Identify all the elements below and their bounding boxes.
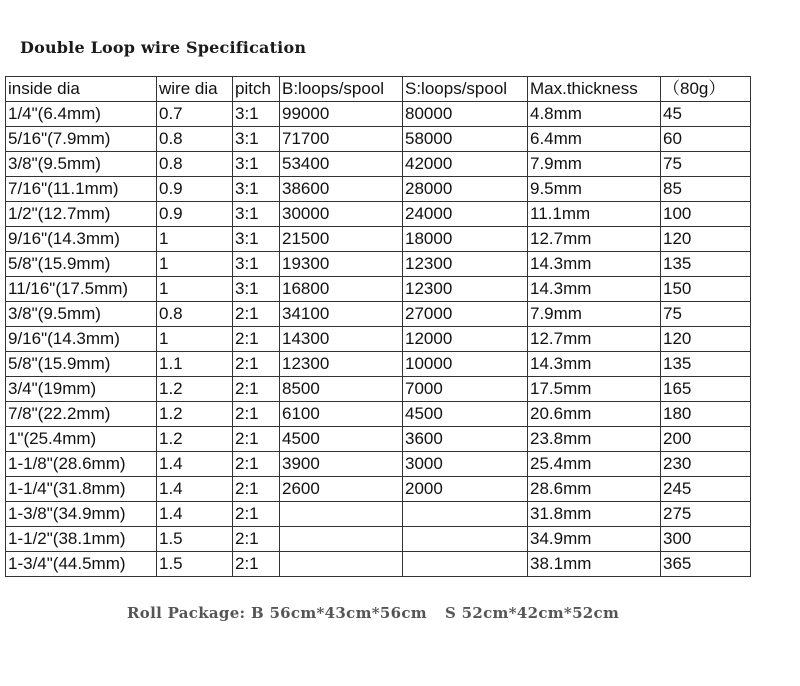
cell-wire-dia: 1.1 [157,352,233,377]
cell-max-thickness: 14.3mm [528,277,661,302]
cell-sheets-80g: 245 [661,477,751,502]
cell-pitch: 2:1 [233,552,280,577]
cell-pitch: 3:1 [233,127,280,152]
table-row [6,177,751,202]
cell-max-thickness: 7.9mm [528,302,661,327]
cell-pitch: 2:1 [233,427,280,452]
header-s-loops-spool: S:loops/spool [403,77,528,102]
cell-s-loops: 4500 [403,402,528,427]
cell-inside-dia: 1-1/4"(31.8mm) [6,477,157,502]
cell-b-loops: 34100 [280,302,403,327]
cell-wire-dia: 1.5 [157,552,233,577]
table-row [6,527,751,552]
cell-b-loops [280,502,403,527]
cell-pitch: 2:1 [233,327,280,352]
cell-sheets-80g: 300 [661,527,751,552]
cell-inside-dia: 5/16"(7.9mm) [6,127,157,152]
cell-s-loops: 3600 [403,427,528,452]
cell-max-thickness: 14.3mm [528,252,661,277]
cell-b-loops: 14300 [280,327,403,352]
cell-pitch: 2:1 [233,402,280,427]
cell-b-loops: 3900 [280,452,403,477]
cell-b-loops: 38600 [280,177,403,202]
cell-pitch: 3:1 [233,252,280,277]
cell-max-thickness: 7.9mm [528,152,661,177]
cell-max-thickness: 6.4mm [528,127,661,152]
table-row [6,502,751,527]
cell-sheets-80g: 75 [661,302,751,327]
cell-inside-dia: 1/4"(6.4mm) [6,102,157,127]
cell-wire-dia: 0.9 [157,177,233,202]
cell-s-loops: 80000 [403,102,528,127]
cell-inside-dia: 1-1/2"(38.1mm) [6,527,157,552]
page-title: Double Loop wire Specification [20,38,307,57]
cell-inside-dia: 9/16"(14.3mm) [6,327,157,352]
cell-s-loops: 24000 [403,202,528,227]
table-row [6,202,751,227]
cell-inside-dia: 1-3/8"(34.9mm) [6,502,157,527]
cell-s-loops: 10000 [403,352,528,377]
cell-s-loops: 2000 [403,477,528,502]
cell-inside-dia: 1"(25.4mm) [6,427,157,452]
table-row [6,327,751,352]
cell-s-loops [403,502,528,527]
cell-wire-dia: 1.4 [157,502,233,527]
header-sheets-80g: （80g） [661,77,751,102]
cell-pitch: 2:1 [233,452,280,477]
cell-s-loops: 3000 [403,452,528,477]
cell-max-thickness: 38.1mm [528,552,661,577]
cell-b-loops: 4500 [280,427,403,452]
cell-b-loops [280,552,403,577]
table-row [6,452,751,477]
cell-s-loops: 7000 [403,377,528,402]
cell-inside-dia: 3/8"(9.5mm) [6,152,157,177]
cell-max-thickness: 12.7mm [528,327,661,352]
cell-max-thickness: 31.8mm [528,502,661,527]
cell-sheets-80g: 60 [661,127,751,152]
header-wire-dia: wire dia [157,77,233,102]
cell-inside-dia: 5/8"(15.9mm) [6,252,157,277]
cell-max-thickness: 34.9mm [528,527,661,552]
cell-max-thickness: 14.3mm [528,352,661,377]
table-row [6,127,751,152]
cell-b-loops: 19300 [280,252,403,277]
cell-sheets-80g: 120 [661,327,751,352]
table-row [6,352,751,377]
cell-pitch: 2:1 [233,477,280,502]
table-row [6,427,751,452]
cell-pitch: 3:1 [233,102,280,127]
cell-wire-dia: 0.9 [157,202,233,227]
cell-inside-dia: 9/16"(14.3mm) [6,227,157,252]
cell-s-loops: 18000 [403,227,528,252]
cell-wire-dia: 0.8 [157,302,233,327]
cell-b-loops: 53400 [280,152,403,177]
cell-s-loops: 12000 [403,327,528,352]
roll-package-note [127,604,619,622]
cell-wire-dia: 1.2 [157,377,233,402]
cell-s-loops: 27000 [403,302,528,327]
cell-b-loops: 16800 [280,277,403,302]
cell-wire-dia: 1 [157,277,233,302]
cell-wire-dia: 0.8 [157,127,233,152]
cell-sheets-80g: 165 [661,377,751,402]
cell-b-loops: 99000 [280,102,403,127]
cell-max-thickness: 9.5mm [528,177,661,202]
cell-wire-dia: 0.8 [157,152,233,177]
cell-s-loops: 12300 [403,252,528,277]
cell-sheets-80g: 75 [661,152,751,177]
cell-s-loops: 28000 [403,177,528,202]
table-row [6,152,751,177]
cell-s-loops: 58000 [403,127,528,152]
table-row [6,252,751,277]
cell-pitch: 2:1 [233,527,280,552]
table-body [6,102,751,577]
cell-wire-dia: 1 [157,327,233,352]
cell-sheets-80g: 365 [661,552,751,577]
cell-wire-dia: 1 [157,252,233,277]
cell-sheets-80g: 135 [661,252,751,277]
cell-wire-dia: 0.7 [157,102,233,127]
cell-max-thickness: 12.7mm [528,227,661,252]
header-inside-dia: inside dia [6,77,157,102]
cell-pitch: 2:1 [233,302,280,327]
cell-wire-dia: 1 [157,227,233,252]
roll-package-b: B 56cm*43cm*56cm [250,604,427,622]
cell-pitch: 3:1 [233,277,280,302]
cell-sheets-80g: 275 [661,502,751,527]
cell-sheets-80g: 45 [661,102,751,127]
cell-pitch: 3:1 [233,227,280,252]
cell-sheets-80g: 150 [661,277,751,302]
cell-max-thickness: 20.6mm [528,402,661,427]
specification-table [5,76,751,577]
cell-inside-dia: 3/8"(9.5mm) [6,302,157,327]
cell-s-loops: 42000 [403,152,528,177]
cell-b-loops: 8500 [280,377,403,402]
cell-inside-dia: 5/8"(15.9mm) [6,352,157,377]
table-row [6,102,751,127]
cell-b-loops [280,527,403,552]
cell-sheets-80g: 180 [661,402,751,427]
cell-wire-dia: 1.2 [157,427,233,452]
cell-max-thickness: 23.8mm [528,427,661,452]
table-row [6,302,751,327]
roll-package-s: S 52cm*42cm*52cm [444,604,620,622]
cell-wire-dia: 1.4 [157,477,233,502]
roll-package-label: Roll Package: [127,604,246,622]
cell-s-loops: 12300 [403,277,528,302]
cell-inside-dia: 7/16"(11.1mm) [6,177,157,202]
cell-b-loops: 71700 [280,127,403,152]
table-header-row [6,77,751,102]
cell-wire-dia: 1.4 [157,452,233,477]
table-row [6,477,751,502]
table-row [6,227,751,252]
header-b-loops-spool: B:loops/spool [280,77,403,102]
cell-max-thickness: 28.6mm [528,477,661,502]
cell-inside-dia: 1-3/4"(44.5mm) [6,552,157,577]
cell-pitch: 3:1 [233,202,280,227]
cell-sheets-80g: 120 [661,227,751,252]
cell-pitch: 2:1 [233,502,280,527]
cell-max-thickness: 4.8mm [528,102,661,127]
cell-pitch: 3:1 [233,177,280,202]
cell-wire-dia: 1.5 [157,527,233,552]
cell-max-thickness: 17.5mm [528,377,661,402]
cell-b-loops: 12300 [280,352,403,377]
table-row [6,377,751,402]
cell-pitch: 3:1 [233,152,280,177]
cell-s-loops [403,527,528,552]
cell-inside-dia: 7/8"(22.2mm) [6,402,157,427]
cell-inside-dia: 11/16"(17.5mm) [6,277,157,302]
cell-pitch: 2:1 [233,377,280,402]
table-row [6,277,751,302]
header-pitch: pitch [233,77,280,102]
cell-b-loops: 2600 [280,477,403,502]
cell-inside-dia: 1/2"(12.7mm) [6,202,157,227]
cell-s-loops [403,552,528,577]
cell-sheets-80g: 85 [661,177,751,202]
cell-b-loops: 30000 [280,202,403,227]
cell-wire-dia: 1.2 [157,402,233,427]
cell-max-thickness: 25.4mm [528,452,661,477]
cell-b-loops: 6100 [280,402,403,427]
cell-sheets-80g: 230 [661,452,751,477]
table-row [6,402,751,427]
table-row [6,552,751,577]
cell-sheets-80g: 100 [661,202,751,227]
cell-inside-dia: 1-1/8"(28.6mm) [6,452,157,477]
cell-max-thickness: 11.1mm [528,202,661,227]
cell-sheets-80g: 200 [661,427,751,452]
cell-pitch: 2:1 [233,352,280,377]
cell-inside-dia: 3/4"(19mm) [6,377,157,402]
cell-b-loops: 21500 [280,227,403,252]
cell-sheets-80g: 135 [661,352,751,377]
header-max-thickness: Max.thickness [528,77,661,102]
